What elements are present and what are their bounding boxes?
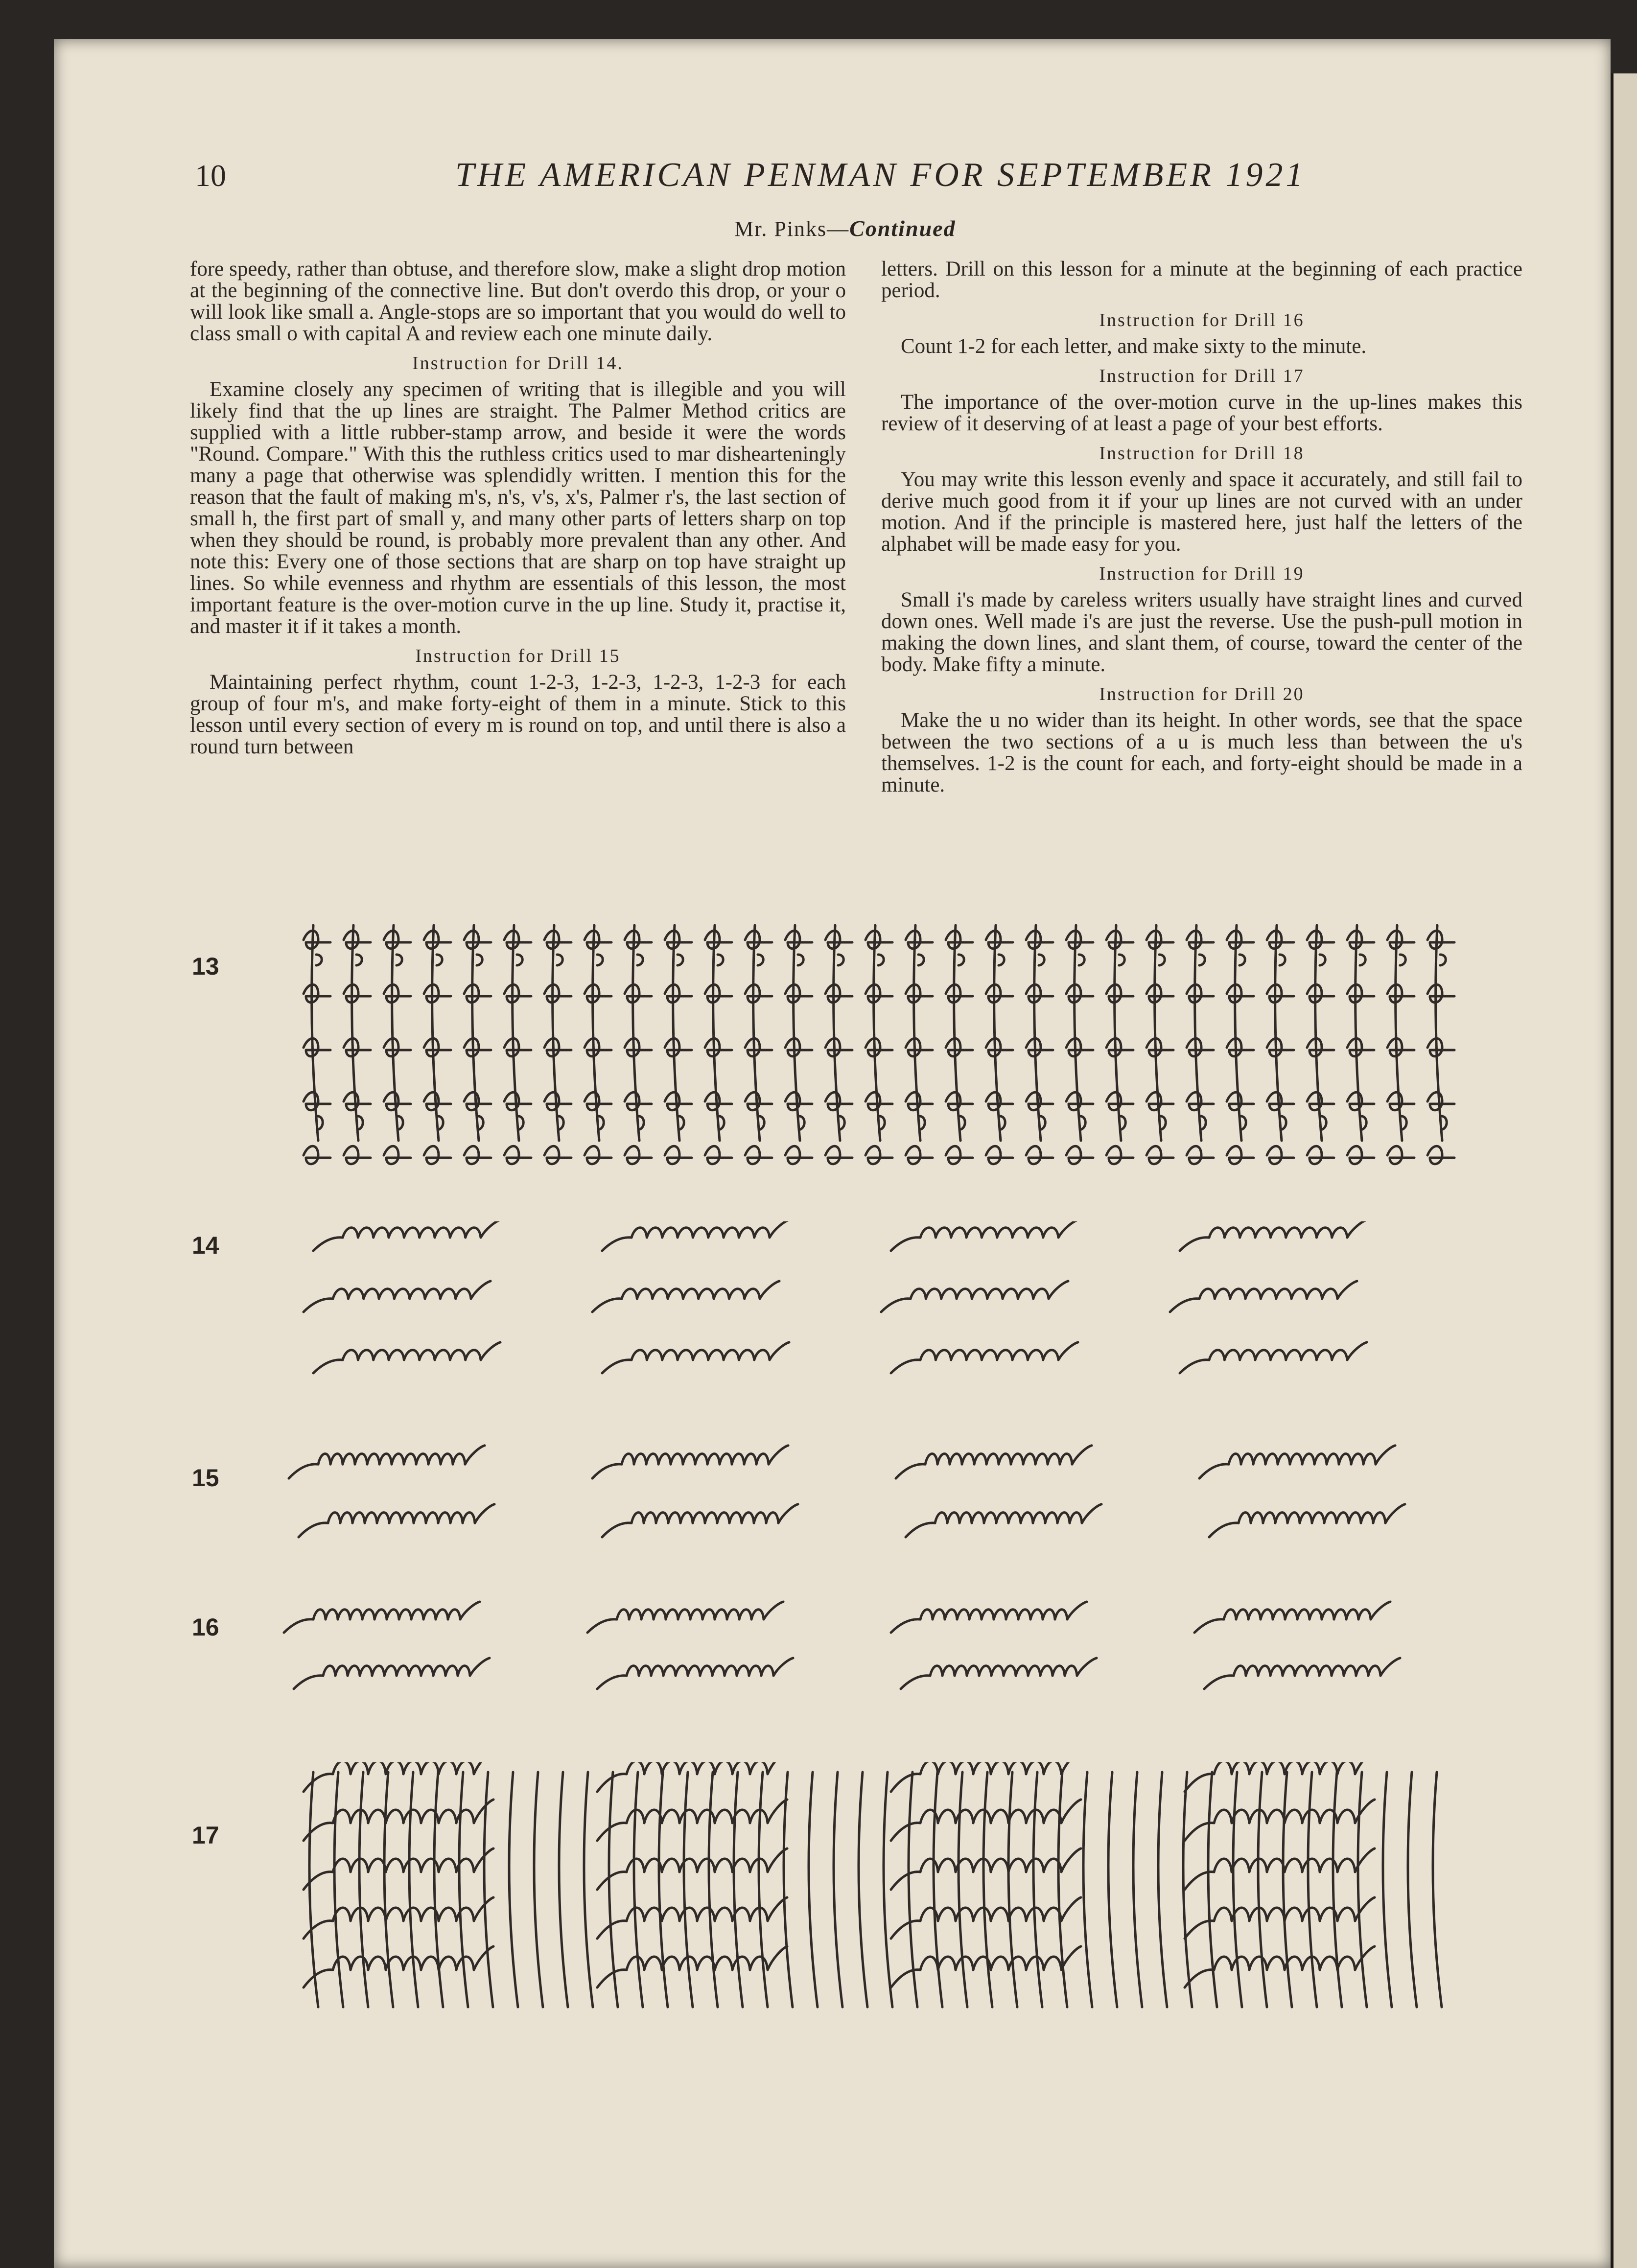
right-column xyxy=(881,258,1522,796)
drill-15-row-2 xyxy=(299,1504,1405,1537)
right-paragraph-1: letters. Drill on this lesson for a minute at the beginning of each practice period. xyxy=(881,257,1522,302)
heading-drill-19: Instruction for Drill 19 xyxy=(1099,563,1305,584)
paragraph-drill-18: You may write this lesson evenly and space it accurately, and still fail to derive much good from it if your up lines are not curved with an under motion. And if the principle is mastered here, just half the letters of the alphabet will be made easy for you. xyxy=(881,468,1522,556)
heading-drill-20: Instruction for Drill 20 xyxy=(1099,684,1305,704)
drill-16-row-2 xyxy=(294,1658,1400,1689)
paragraph-drill-16: Count 1-2 for each letter, and make sixty to the minute. xyxy=(901,335,1367,358)
heading-drill-14: Instruction for Drill 14. xyxy=(412,353,624,374)
paragraph-drill-17: The importance of the over-motion curve in the up-lines makes this review of it deserving of at least a page of your best efforts. xyxy=(881,391,1522,435)
paragraph-drill-20: Make the u no wider than its height. In other words, see that the space between the two sections of a u is much less than between the u's themselves. 1-2 is the count for each, and forty-eight should be made in a minute. xyxy=(881,709,1522,796)
running-head: THE AMERICAN PENMAN FOR SEPTEMBER 1921 xyxy=(455,156,1306,194)
drill-15-row-1 xyxy=(289,1446,1395,1478)
heading-drill-18: Instruction for Drill 18 xyxy=(1099,443,1305,464)
drill-13-row-3 xyxy=(304,1038,1454,1056)
drill-17-row-4 xyxy=(304,1897,1375,1939)
drill-17-slant-strokes xyxy=(309,1772,1442,2007)
drill-label-17: 17 xyxy=(192,1822,219,1849)
drill-14-row-3 xyxy=(313,1342,1367,1373)
heading-drill-17: Instruction for Drill 17 xyxy=(1099,366,1305,386)
drill-label-15: 15 xyxy=(192,1464,219,1492)
drill-14-row-1 xyxy=(313,1221,1367,1251)
drill-14-row-2 xyxy=(304,1281,1357,1312)
continued-label xyxy=(734,215,956,241)
drill-16-row-1 xyxy=(284,1602,1390,1633)
next-page-edge xyxy=(1611,73,1637,2268)
drill-13-specimen xyxy=(284,911,1478,1194)
heading-drill-16: Instruction for Drill 16 xyxy=(1099,310,1305,330)
drill-13-stems xyxy=(312,925,1447,1141)
drill-16-specimen xyxy=(274,1591,1498,1699)
drill-label-14: 14 xyxy=(192,1232,219,1259)
drill-15-specimen xyxy=(274,1439,1498,1542)
continued-italic: Continued xyxy=(849,216,956,241)
drill-13-row-5 xyxy=(304,1146,1454,1164)
drill-13-row-2 xyxy=(304,984,1454,1002)
paragraph-drill-19: Small i's made by careless writers usually have straight lines and curved down ones. Well made i's are just the reverse. Use the push-pull motion in making the down lines, and slant them, of course, toward the center of the body. Make fifty a minute. xyxy=(881,588,1522,676)
drill-label-13: 13 xyxy=(192,953,219,980)
drill-17-row-2 xyxy=(304,1800,1375,1841)
left-paragraph-1: fore speedy, rather than obtuse, and therefore slow, make a slight drop motion at the beginning of the connective line. But don't overdo this drop, or your o will look like small a. Angle-stops are so important that you would do well to class small o with capital A and review each one minute daily. xyxy=(190,257,846,345)
paragraph-drill-15: Maintaining perfect rhythm, count 1-2-3, 1-2-3, 1-2-3, 1-2-3 for each group of four m's, and make forty-eight of them in a minute. Stick to this lesson until every section of every m is round on top, and until there is also a round turn between xyxy=(190,671,846,758)
drill-14-specimen xyxy=(284,1221,1478,1407)
left-column xyxy=(190,258,846,758)
page-number: 10 xyxy=(195,158,226,193)
drill-13-row-1 xyxy=(304,931,1454,948)
drill-label-16: 16 xyxy=(192,1613,219,1641)
drill-17-row-3 xyxy=(304,1848,1375,1890)
continued-prefix: Mr. Pinks— xyxy=(734,217,850,241)
heading-drill-15: Instruction for Drill 15 xyxy=(415,646,621,666)
paragraph-drill-14: Examine closely any specimen of writing that is illegible and you will likely find that the up lines are straight. The Palmer Method critics are supplied with a little rubber-stamp arrow, and beside it were the words "Round. Compare." With this the ruthless critics used to mar dishearteningly many a page that otherwise was splendidly written. I mention this for the reason that the fault of making m's, n's, v's, x's, Palmer r's, the last section of small h, the first part of small y, and many other parts of letters sharp on top when they should be round, is probably more prevalent than any other. And note this: Every one of those sections that are sharp on top have straight up lines. So while evenness and rhythm are essentials of this lesson, the most important feature is the over-motion curve in the up line. Study it, practise it, and master it if it takes a month. xyxy=(190,378,846,638)
drill-17-row-1 xyxy=(304,1762,1375,1792)
drill-17-specimen xyxy=(274,1762,1498,2027)
